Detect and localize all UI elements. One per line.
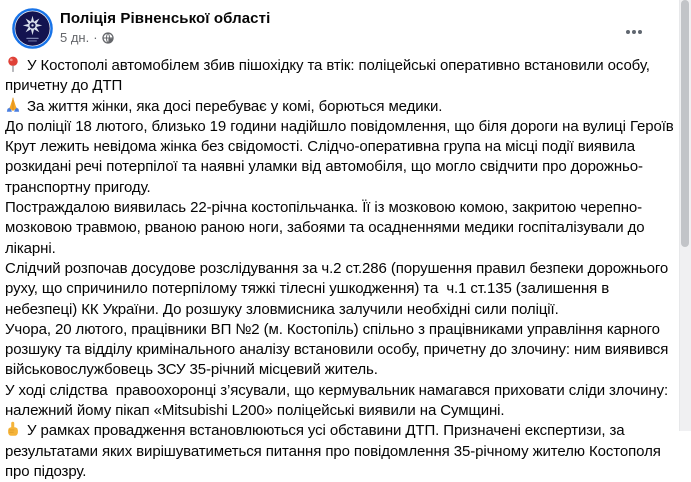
- round-pushpin-emoji: [5, 56, 21, 72]
- header-text: [60, 8, 270, 46]
- page-name-link[interactable]: Поліція Рівненської області: [60, 10, 271, 27]
- post-paragraph: [5, 198, 681, 259]
- paragraph-text: У ході слідства правоохоронці з’ясували, що кермувальник намагався приховати сліди злочину: належний йому пікап «Mitsubishi L200» поліцейські виявили на Сумщині.: [5, 381, 673, 420]
- meta-separator: ·: [93, 30, 98, 45]
- post-timestamp[interactable]: 5 дн.: [60, 30, 90, 45]
- globe-public-icon: [102, 32, 114, 44]
- post-meta: [60, 30, 270, 46]
- paragraph-text: За життя жінки, яка досі перебуває у комі, борються медики.: [27, 97, 443, 115]
- page-avatar[interactable]: [12, 8, 53, 49]
- paragraph-text: Слідчий розпочав досудове розслідування за ч.2 ст.286 (порушення правил безпеки дорожнього руху, що спричинило потерпілому тяжкі тілесні ушкодження) та ч.1 ст.135 (залишення в небезпеці) КК України. До розшуку зловмисника залучили необхідні сили поліції.: [5, 259, 673, 318]
- folded-hands-emoji: [5, 97, 21, 113]
- paragraph-text: Учора, 20 лютого, працівники ВП №2 (м. Костопіль) спільно з працівниками управління карного розшуку та відділу кримінального аналізу встановили особу, причетну до злочину: ним виявився військовослужбовець ЗСУ 35-річний місцевий житель.: [5, 320, 673, 379]
- police-badge-logo-icon: [12, 8, 53, 49]
- post-paragraph: [5, 381, 681, 422]
- scrollbar-track[interactable]: [679, 0, 691, 431]
- paragraph-text: До поліції 18 лютого, близько 19 години надійшло повідомлення, що біля дороги на вулиці Героїв Крут лежить невідома жінка без свідомості. Слідчо-оперативна група на місці події виявила розкидані речі потерпілої та наявні уламки від автомобіля, що могло свідчити про дорожньо-транспортну пригоду.: [5, 117, 678, 196]
- paragraph-text: У Костополі автомобілем збив пішохідку та втік: поліцейські оперативно встановили особу, причетну до ДТП: [5, 57, 654, 95]
- post-paragraph: [5, 421, 681, 482]
- paragraph-text: Постраждалою виявилась 22-річна костопільчанка. Її із мозковою комою, закритою черепно-мозковою травмою, рваною раною ноги, забоями та осадненнями медики госпіталізували до лікарні.: [5, 199, 649, 257]
- post-paragraph: [5, 320, 681, 381]
- three-dots-icon: [624, 22, 644, 47]
- scrollbar-thumb[interactable]: [681, 0, 689, 247]
- post-paragraph: [5, 259, 681, 320]
- post-content: [0, 56, 683, 482]
- more-options-button[interactable]: [621, 22, 647, 46]
- post-paragraph: [5, 117, 681, 198]
- pointing-up-emoji: [5, 421, 21, 437]
- paragraph-text: У рамках провадження встановлюються усі обставини ДТП. Призначені експертизи, за результатами яких вирішуватиметься питання про повідомлення 35-річному жителю Костополя про підозру.: [5, 422, 665, 480]
- post-paragraph: [5, 97, 681, 117]
- post-paragraph: [5, 56, 681, 97]
- post-header: [12, 8, 661, 50]
